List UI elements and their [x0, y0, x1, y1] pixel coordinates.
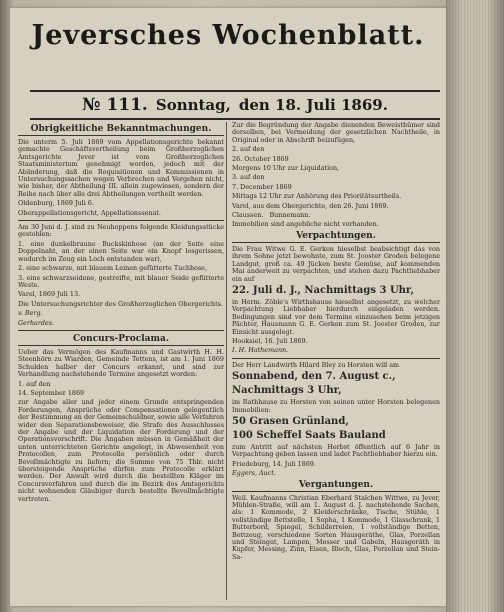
notice-paragraph: Die unterm 5. Juli 1869 vom Appellationsgerichte bekannt gemachte Geschäftsvertheilung beim Großherzoglichen Amtsgerichte Jever ist vom Großherzoglichen Staatsministerium genehmigt worden, jedoch mit der Abänderung, daß die Requisitionen und Kommissionen in Untersuchungssachen wegen Verbrechen und Vergehen nicht, wie bisher, der Abtheilung III. allein zugewiesen, sondern der Reihe nach über alle drei Abtheilungen vertheilt werden. — [18, 138, 224, 198]
notice-court: Oberappellationsgericht, Appellationssenat. — [18, 208, 161, 217]
left-column — [18, 122, 224, 505]
right-column — [232, 122, 440, 563]
concurs-signature-names — [232, 212, 440, 219]
theft-item: 3. eine schwarzseidene, gestreifte, mit blauer Seide gefütterte Weste. — [18, 273, 224, 289]
theft-signature-name: v. Berg. — [18, 309, 43, 318]
term-2: 2. auf den — [232, 145, 265, 154]
divider — [232, 358, 440, 359]
lease2-time: Nachmittags 3 Uhr, — [232, 385, 342, 397]
lease-signature-date: Hooksiel, 16. Juli 1869. — [232, 336, 308, 345]
concurs-date-1: 14. September 1869 — [18, 388, 85, 397]
section-heading-official: Obrigkeitliche Bekanntmachungen. — [18, 124, 224, 136]
divider — [18, 330, 224, 331]
signer-name: Claussen. — [232, 211, 264, 220]
theft-court: Die Untersuchungsrichter des Großherzoglichen Obergerichts. — [18, 299, 223, 308]
immobilien-note: Immobilien sind angebliche nicht vorhanden. — [232, 220, 379, 229]
lease2-item: 50 Grasen Grünland, — [232, 415, 349, 427]
theft-footer-name: Gerhardes. — [18, 318, 55, 327]
notice-signature-date: Oldenburg, 1869 Juli 6. — [18, 199, 94, 208]
term-3-date: 7. December 1869 — [232, 182, 292, 191]
lease-signature-name: I. H. Hathemann. — [232, 346, 289, 355]
issue-day: Sonntag, — [155, 96, 231, 114]
column-separator — [226, 122, 227, 600]
section-heading-concurs: Concurs-Proclama. — [18, 334, 224, 346]
lease2-rest2: zum Antritt auf nächsten Herbst öffentlich auf 6 Jahr in Verpachtung geben lassen und ladet Pachtliebhaber hierzu ein. — [232, 442, 440, 459]
lease2-paragraph: Der Herr Landwirth Hilard Bley zu Horsten will am — [232, 360, 400, 369]
masthead: Jeversches Wochenblatt. — [31, 20, 425, 51]
lease-rest: in Herm. Zöble's Wirthshause hieselbst angesetzt, zu welcher Verpachtung Liebhaber hierdurch eingeladen werden. Bedingungen sind vor dem Termine einzusehen beim jetzigen Pächter, Hausmann G. E. Gerken zum St. Jooster Groden, zur Einsicht ausgelegt. — [232, 297, 440, 336]
newspaper-page — [10, 8, 446, 606]
issue-number: № 111. — [82, 95, 148, 115]
auct-name: Eggers, — [232, 469, 257, 478]
lease2-date: Sonnabend, den 7. August c., — [232, 371, 396, 383]
concurs-rest: zur Angabe aller und jeder einem Grunde entspringenden Forderungen, Ansprüche oder Compensationen gelegentlich der Bestimmung an der Gemeinschuldner, sowie alle Verfahren wider den Separationsbeweiser, die Strafe des Ausschlusses der Angabe und der Liquidation der Forderung und der Operationsvorschrift. Die Angaben müssen in Gemäßheit der unten unterrichteten Gerichte angelegt, in Abwesenheit von Protocollen, zum Protocolle persönlich oder durch Bevollmächtigte zu liefern; die Summe von 75 Thlr. nicht übersteigende Ansprüche dürfen zum Protocolle erklärt werden. Der Anwalt wird durch die bestellten Kläger im Concursverfahren und durch die im Bezirk des Amtsgerichts nicht wohnenden Gläubiger durch bestellte Bevollmächtigte vertreten. — [18, 398, 224, 503]
term-2-text: Morgens 10 Uhr zur Liquidation, — [232, 164, 340, 173]
lease2-signature-date: Friedeburg, 14. Juli 1869. — [232, 459, 316, 468]
section-heading-leases: Verpachtungen. — [232, 231, 440, 243]
concurs-paragraph: Ueber das Vermögen des Kaufmanns und Gastwirth H. H. Steenhörn zu Wiarden, Gemeinde Tettens, ist am 1. Juni 1869 Schulden halber der Concurs erkannt, und sind zur Verhandlung nachstehende Termine angesetzt worden: — [18, 347, 224, 379]
auct-role: Auct. — [259, 469, 276, 478]
concurs-signature: Varel, aus dem Obergerichte, den 26. Juni 1869. — [232, 201, 389, 210]
theft-signature-date: Varel, 1869 Juli 13. — [18, 290, 81, 299]
signer-name: Bunnemann. — [269, 211, 311, 220]
term-3: 3. auf den — [232, 173, 265, 182]
lease2-item: 100 Scheffel Saats Bauland — [232, 429, 386, 441]
theft-item: 2. eine schwarze, mit blauem Leinen gefütterte Tuchhose, — [18, 264, 207, 273]
lease-paragraph: Die Frau Witwe G. E. Gerken hieselbst beabsichtigt das von ihrem Sohne jetzt bewohnte, zum St. Jooster Groden belegene Landgut, groß ca. 49 Jücken beste Gemüse, auf kommenden Mai anderweit zu verpachten, und stehen dazu Pachtliebhaber ein auf — [232, 244, 440, 283]
lease2-signature-name — [232, 470, 440, 477]
concurs-continued: Zur die Begründung der Angabe dienenden Beweisthümer sind derselben, bei Vermeidung der gesetzlichen Nachtheile, in Original oder in Abschrift beizufügen, — [232, 121, 440, 144]
lease-time-text: , Nachmittags 3 Uhr, — [297, 284, 414, 296]
section-heading-auctions: Vergantungen. — [232, 480, 440, 492]
lease-date — [232, 285, 440, 297]
theft-item: 1. eine dunkelbraune Buckskinhose (an der Seite eine Doppelnaht, an der einen Seite war ein Knopf losgerissen, wodurch im Zeug ein Loch entstanden war), — [18, 239, 224, 263]
lease2-rest: im Rathhause zu Horsten von seinen unter Horsten belegenen Immobilien: — [232, 398, 440, 414]
concurs-term-1: 1. auf den — [18, 379, 51, 388]
dateline — [30, 90, 440, 120]
theft-notice: Am 30 Juni d. J. sind zu Neuhoppens folgende Kleidungsstücke gestohlen: — [18, 223, 224, 239]
auction-paragraph: Weil. Kaufmanns Christian Eberhard Stalchen Wittwe, zu Jever, Mühlen-Straße, will am 1. August d. J. nachstehende Sachen, als: 1 Kommode, 2 Kleiderschränke, Tische, Stühle, 1 vollständige Bettstelle, 1 Sopha, 1 Kommode, 1 Glasschrank, 1 Butterbord, Spiegel, Schilderreien, 1 vollständige Betten, Bettzeug, verschiedene Sorten Hausgeräthe, Glas, Porzellan und Steingut, Lampen, Messer und Gabeln, Hausgeräth in Kupfer, Messing, Zinn, Eisen, Blech, Glas, Porzellan und Stein-Sa- — [232, 493, 440, 561]
term-3-text: Mittags 12 Uhr zur Anhörung des Prioritätsurtheils. — [232, 192, 402, 201]
page-edges-shade — [446, 0, 504, 612]
lease-date-text: 22. Juli d. J. — [232, 284, 298, 296]
issue-date: den 18. Juli 1869. — [238, 96, 388, 114]
divider — [18, 220, 224, 221]
term-2-date: 26. October 1869 — [232, 154, 289, 163]
